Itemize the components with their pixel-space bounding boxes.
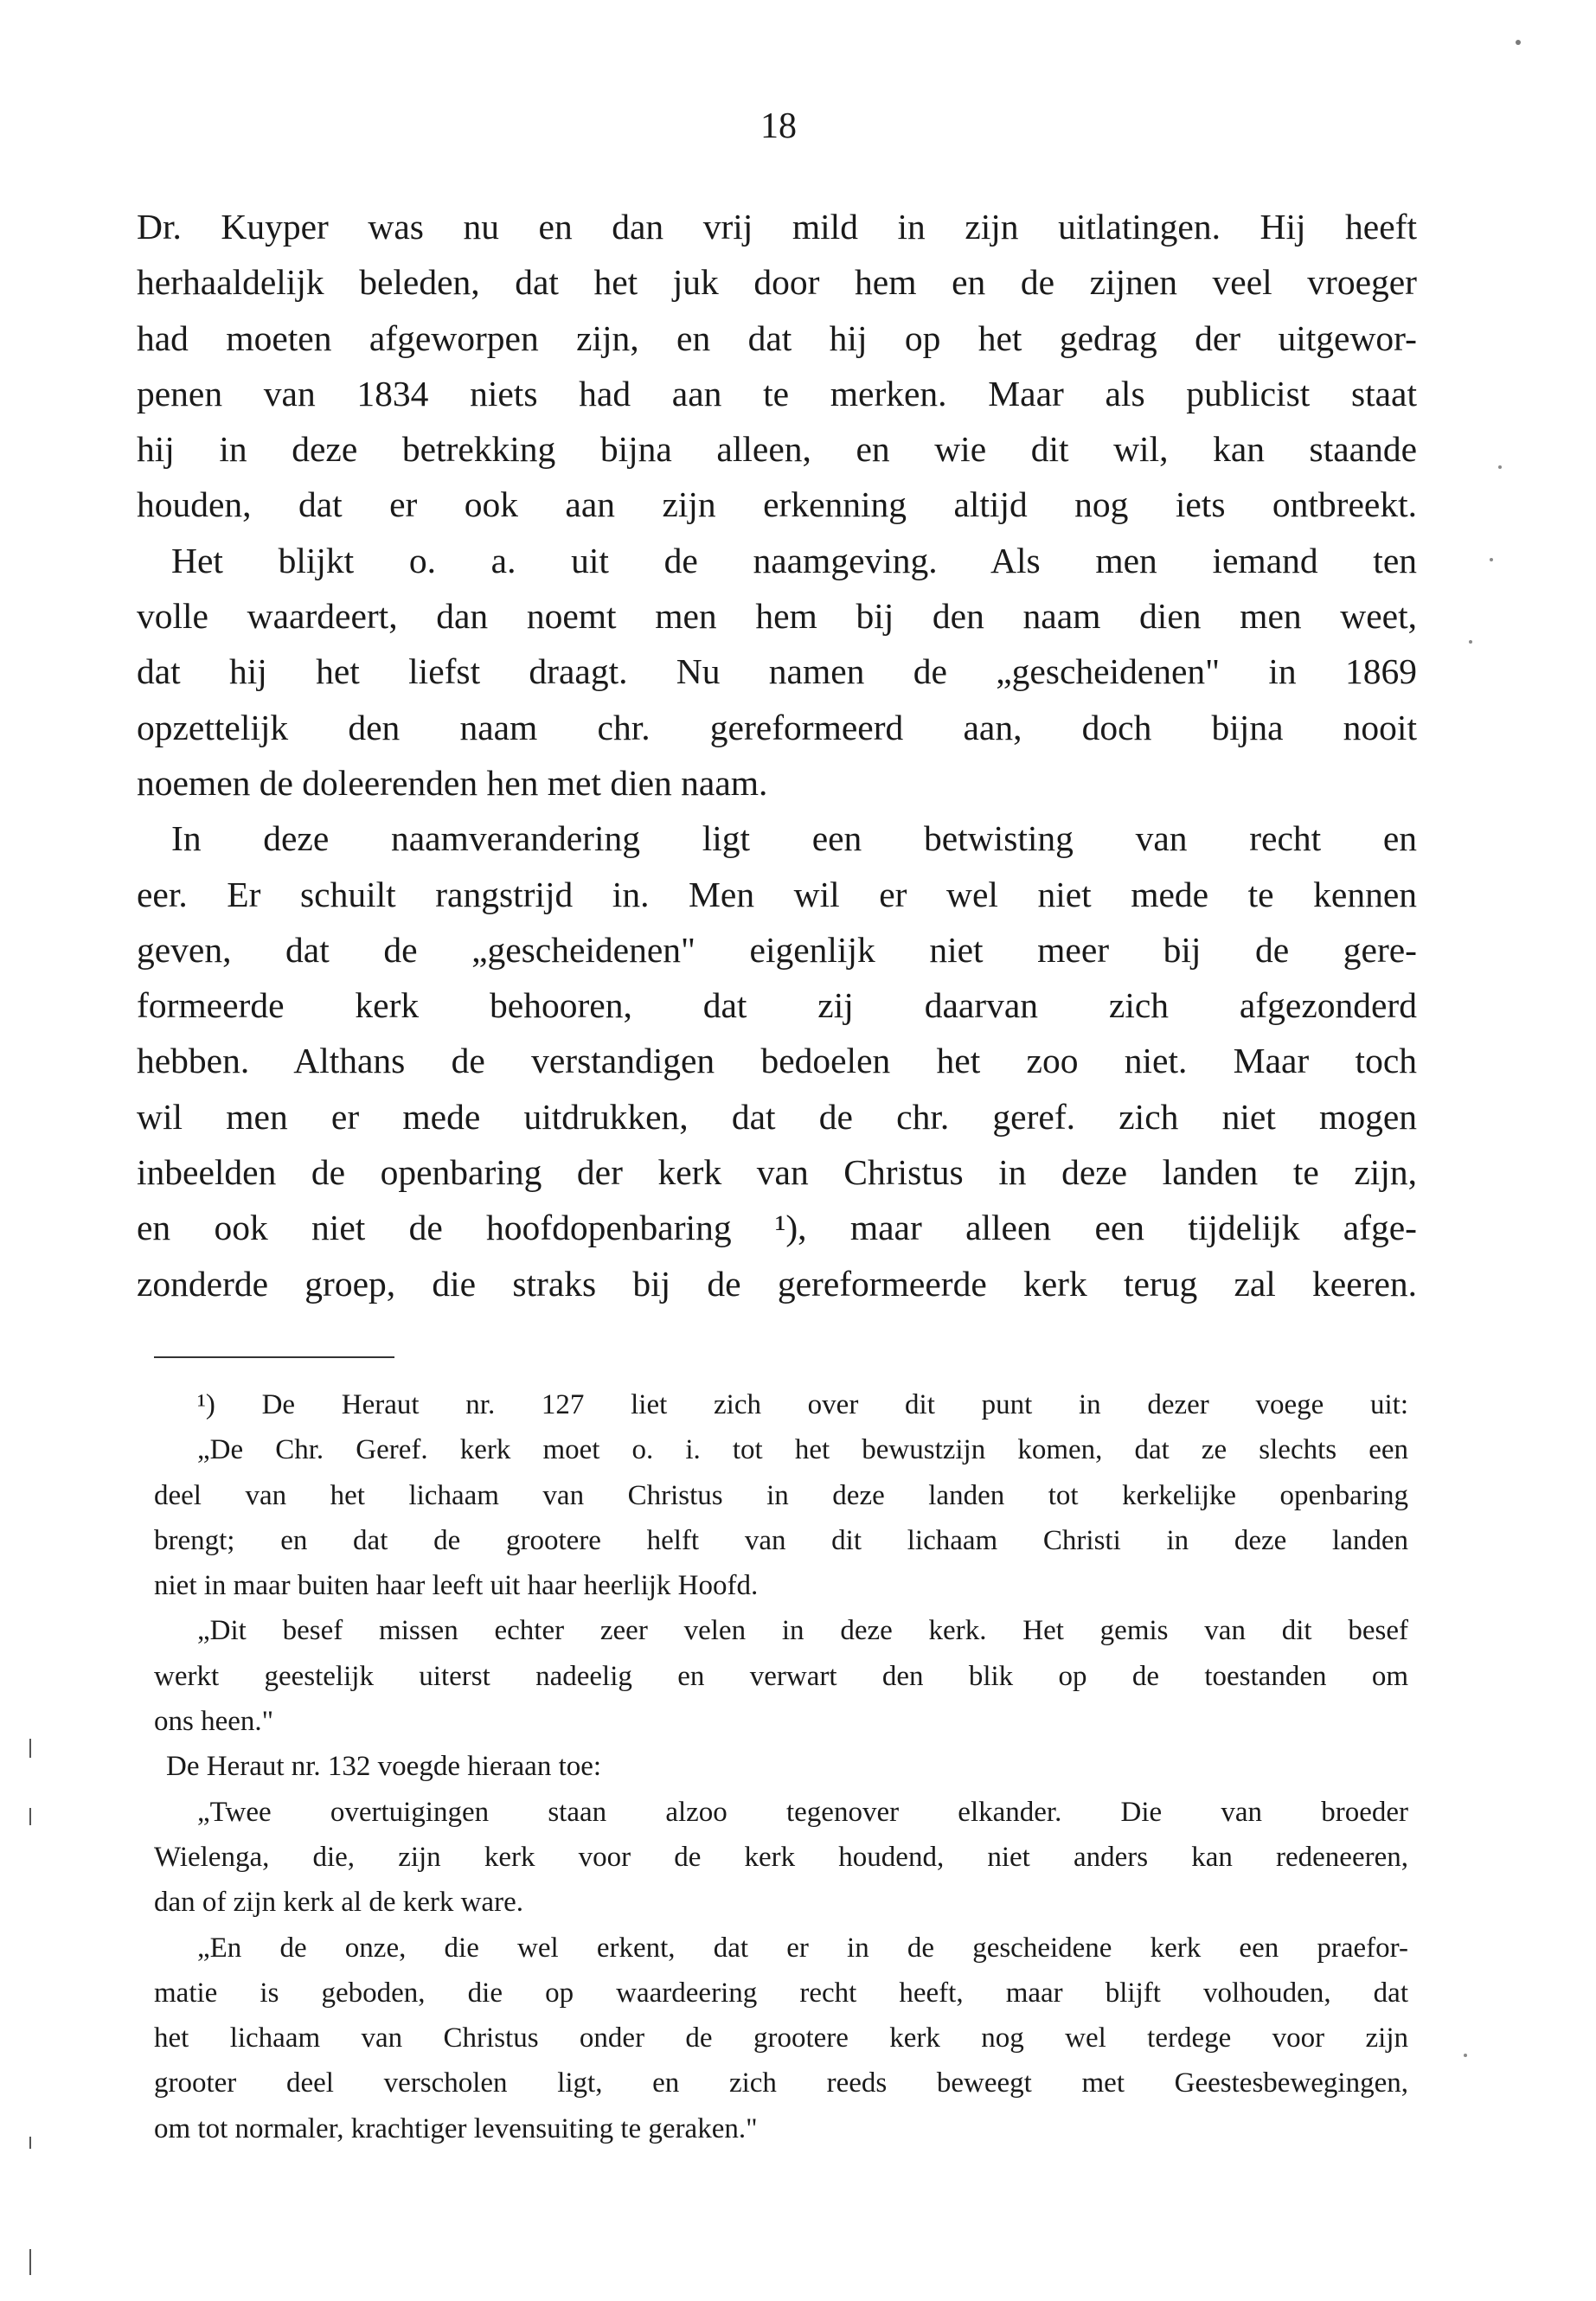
footnote-line: De Heraut nr. 132 voegde hieraan toe: bbox=[166, 1751, 602, 1783]
body-line: formeerde kerk behooren, dat zij daarvan zich afgezonderd bbox=[137, 985, 1417, 1026]
footnote-divider bbox=[154, 1356, 394, 1358]
body-line: noemen de doleerenden hen met dien naam. bbox=[137, 762, 768, 803]
body-line: In deze naamverandering ligt een betwisting van recht en bbox=[171, 818, 1417, 859]
footnote-line: matie is geboden, die op waardeering recht heeft, maar blijft volhouden, dat bbox=[154, 1977, 1408, 2009]
footnote-line: werkt geestelijk uiterst nadeelig en verwart den blik op de toestanden om bbox=[154, 1660, 1408, 1692]
body-line: dat hij het liefst draagt. Nu namen de „gescheidenen" in 1869 bbox=[137, 651, 1417, 692]
body-line: volle waardeert, dan noemt men hem bij den naam dien men weet, bbox=[137, 596, 1417, 637]
body-text bbox=[137, 199, 1417, 1311]
footnote-line: deel van het lichaam van Christus in deze landen tot kerkelijke openbaring bbox=[154, 1479, 1408, 1511]
body-line: opzettelijk den naam chr. gereformeerd aan, doch bijna nooit bbox=[137, 707, 1417, 747]
body-line: hebben. Althans de verstandigen bedoelen het zoo niet. Maar toch bbox=[137, 1041, 1417, 1081]
body-line: geven, dat de „gescheidenen" eigenlijk niet meer bij de gere- bbox=[137, 929, 1417, 970]
body-line: houden, dat er ook aan zijn erkenning altijd nog iets ontbreekt. bbox=[137, 484, 1417, 525]
body-line: had moeten afgeworpen zijn, en dat hij op het gedrag der uitgewor- bbox=[137, 317, 1417, 358]
footnote-line: ¹) De Heraut nr. 127 liet zich over dit punt in dezer voege uit: bbox=[197, 1389, 1408, 1420]
body-line: penen van 1834 niets had aan te merken. Maar als publicist staat bbox=[137, 373, 1417, 413]
footnote-line: dan of zijn kerk al de kerk ware. bbox=[154, 1887, 523, 1919]
binding-mark bbox=[29, 1808, 31, 1825]
binding-mark bbox=[29, 2249, 31, 2275]
body-line: hij in deze betrekking bijna alleen, en wie dit wil, kan staande bbox=[137, 429, 1417, 470]
page-number: 18 bbox=[760, 106, 797, 146]
footnote-line: om tot normaler, krachtiger levensuiting te geraken." bbox=[154, 2112, 758, 2144]
body-line: Het blijkt o. a. uit de naamgeving. Als men iemand ten bbox=[171, 540, 1417, 580]
footnote-line: „En de onze, die wel erkent, dat er in de gescheidene kerk een praefor- bbox=[197, 1932, 1408, 1964]
margin-speck bbox=[1464, 2054, 1467, 2057]
body-line: en ook niet de hoofdopenbaring ¹), maar alleen een tijdelijk afge- bbox=[137, 1208, 1417, 1248]
footnote-line: brengt; en dat de grootere helft van dit lichaam Christi in deze landen bbox=[154, 1524, 1408, 1556]
body-line: inbeelden de openbaring der kerk van Christus in deze landen te zijn, bbox=[137, 1152, 1417, 1193]
body-line: Dr. Kuyper was nu en dan vrij mild in zijn uitlatingen. Hij heeft bbox=[137, 207, 1417, 247]
body-line: zonderde groep, die straks bij de gereformeerde kerk terug zal keeren. bbox=[137, 1263, 1417, 1304]
footnote-line: Wielenga, die, zijn kerk voor de kerk houdend, niet anders kan redeneeren, bbox=[154, 1841, 1408, 1873]
footnote-line: niet in maar buiten haar leeft uit haar heerlijk Hoofd. bbox=[154, 1570, 759, 1602]
footnote-line: het lichaam van Christus onder de grootere kerk nog wel terdege voor zijn bbox=[154, 2022, 1408, 2054]
margin-speck bbox=[1490, 558, 1493, 561]
body-line: wil men er mede uitdrukken, dat de chr. geref. zich niet mogen bbox=[137, 1096, 1417, 1137]
footnote-line: grooter deel verscholen ligt, en zich reeds beweegt met Geestesbewegingen, bbox=[154, 2067, 1408, 2099]
footnote-line: „Dit besef missen echter zeer velen in deze kerk. Het gemis van dit besef bbox=[197, 1615, 1408, 1647]
corner-speck bbox=[1516, 40, 1521, 45]
margin-speck bbox=[1469, 640, 1472, 644]
footnotes bbox=[154, 1382, 1408, 2151]
footnote-line: ons heen." bbox=[154, 1706, 274, 1738]
margin-speck bbox=[1498, 465, 1502, 469]
body-line: herhaaldelijk beleden, dat het juk door hem en de zijnen veel vroeger bbox=[137, 262, 1417, 303]
binding-mark bbox=[29, 1739, 31, 1758]
body-line: eer. Er schuilt rangstrijd in. Men wil er wel niet mede te kennen bbox=[137, 874, 1417, 914]
binding-mark bbox=[29, 2137, 31, 2149]
footnote-line: „Twee overtuigingen staan alzoo tegenover elkander. Die van broeder bbox=[197, 1796, 1408, 1828]
footnote-line: „De Chr. Geref. kerk moet o. i. tot het bewustzijn komen, dat ze slechts een bbox=[197, 1434, 1408, 1466]
